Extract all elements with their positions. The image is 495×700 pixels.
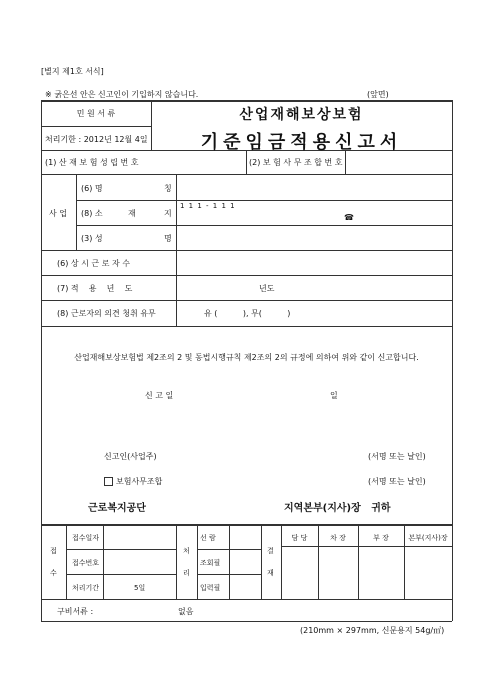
form-title-line2: 기준임금적용신고서 <box>200 132 403 153</box>
name-label-tail: 칭 <box>164 184 172 193</box>
form-title-line1: 산업재해보상보험 <box>239 107 364 123</box>
union-label: 보험사무조합 <box>116 477 163 486</box>
divider <box>41 275 452 276</box>
divider <box>41 126 151 127</box>
approver-3: 부 장 <box>373 534 389 542</box>
period-value: 5일 <box>134 584 146 592</box>
process-row-2: 조회필 <box>200 559 221 567</box>
address-label-tail: 지 <box>164 209 172 218</box>
signature-note-2: (서명 또는 날인) <box>368 477 426 486</box>
business-label: 사 업 <box>49 209 67 218</box>
period-label: 처리기간 <box>72 584 100 592</box>
receipt-no-label: 접수번호 <box>72 559 100 567</box>
doc-type-label: 민 원 서 류 <box>76 109 116 118</box>
report-date-unit: 일 <box>330 391 338 400</box>
divider <box>246 150 247 174</box>
process-label-1: 처 <box>183 547 190 555</box>
divider <box>176 524 177 599</box>
note-text: ※ 굵은선 안은 신고인이 기입하지 않습니다. <box>45 90 199 99</box>
paper-spec: (210mm × 297mm, 신문용지 54g/㎡) <box>300 626 445 635</box>
divider <box>41 174 452 175</box>
divider <box>76 174 77 250</box>
page-side: (앞면) <box>367 90 389 99</box>
divider <box>41 300 452 301</box>
opinion-label: (8) 근로자의 의견 청취 유무 <box>57 309 156 318</box>
year-unit: 년도 <box>259 284 275 293</box>
approver-1: 담 당 <box>291 534 308 542</box>
process-row-3: 입력필 <box>200 584 221 592</box>
union-checkbox-row <box>104 476 162 487</box>
frame-right <box>452 100 453 621</box>
approver-4: 본부(지사)장 <box>408 534 448 542</box>
divider <box>66 549 176 550</box>
divider <box>197 524 198 599</box>
divider <box>76 200 452 201</box>
representative-label: (3) 성 <box>81 234 103 243</box>
divider <box>197 574 261 575</box>
name-label: (6) 명 <box>81 184 103 193</box>
receipt-label-2: 수 <box>50 569 57 577</box>
divider <box>103 524 104 599</box>
divider <box>41 621 452 622</box>
deadline-label: 처리기한 : 2012년 12월 4일 <box>45 135 148 144</box>
opinion-value: 유 ( ), 무( ) <box>204 309 291 318</box>
receipt-label-1: 접 <box>50 547 57 555</box>
frame-top <box>41 100 452 102</box>
attachments-label: 구비서류 : <box>57 607 94 616</box>
process-label-2: 리 <box>183 569 190 577</box>
divider <box>66 524 67 599</box>
divider <box>261 524 262 599</box>
address-label: (8) 소 <box>81 209 103 218</box>
year-label: (7) 적 용 년 도 <box>57 284 133 293</box>
approval-label-1: 결 <box>267 547 274 555</box>
process-row-1: 선 람 <box>200 534 216 542</box>
attachments-value: 없음 <box>178 607 194 616</box>
representative-label-tail: 명 <box>164 234 172 243</box>
divider <box>41 599 452 600</box>
union-checkbox[interactable] <box>104 477 113 486</box>
approval-label-2: 재 <box>267 569 274 577</box>
signature-note-1: (서명 또는 날인) <box>368 452 426 461</box>
address-label-mid: 재 <box>128 209 136 218</box>
divider <box>66 574 176 575</box>
union-no-label: (2) 보 험 사 무 조 합 번 호 <box>249 158 343 167</box>
declaration-statement: 산업재해보상보험법 제2조의 2 및 동법시행규칙 제2조의 2의 규정에 의하여 위와 같이 신고합니다. <box>74 353 419 362</box>
organization-name: 근로복지공단 <box>88 503 146 514</box>
report-date-label: 신 고 일 <box>145 391 174 400</box>
divider <box>41 326 452 327</box>
deadline-value: 2012년 12월 4일 <box>83 135 148 144</box>
address-value: 1 1 1 - 1 1 1 <box>180 202 236 210</box>
divider <box>41 250 452 251</box>
form-number: [별지 제1호 서식] <box>41 67 104 76</box>
divider <box>197 549 261 550</box>
divider <box>76 225 452 226</box>
divider <box>229 524 230 599</box>
divider <box>345 150 346 174</box>
workers-label: (6) 상 시 근 로 자 수 <box>57 259 130 268</box>
addressee: 지역본부(지사)장 귀하 <box>284 503 391 514</box>
phone-icon: ☎ <box>344 213 354 222</box>
divider <box>281 546 452 547</box>
approver-2: 차 장 <box>330 534 346 542</box>
receipt-date-label: 접수일자 <box>72 534 100 542</box>
declarant-label: 신고인(사업주) <box>104 452 157 461</box>
insurance-no-label: (1) 산 재 보 험 성 립 번 호 <box>45 158 139 167</box>
